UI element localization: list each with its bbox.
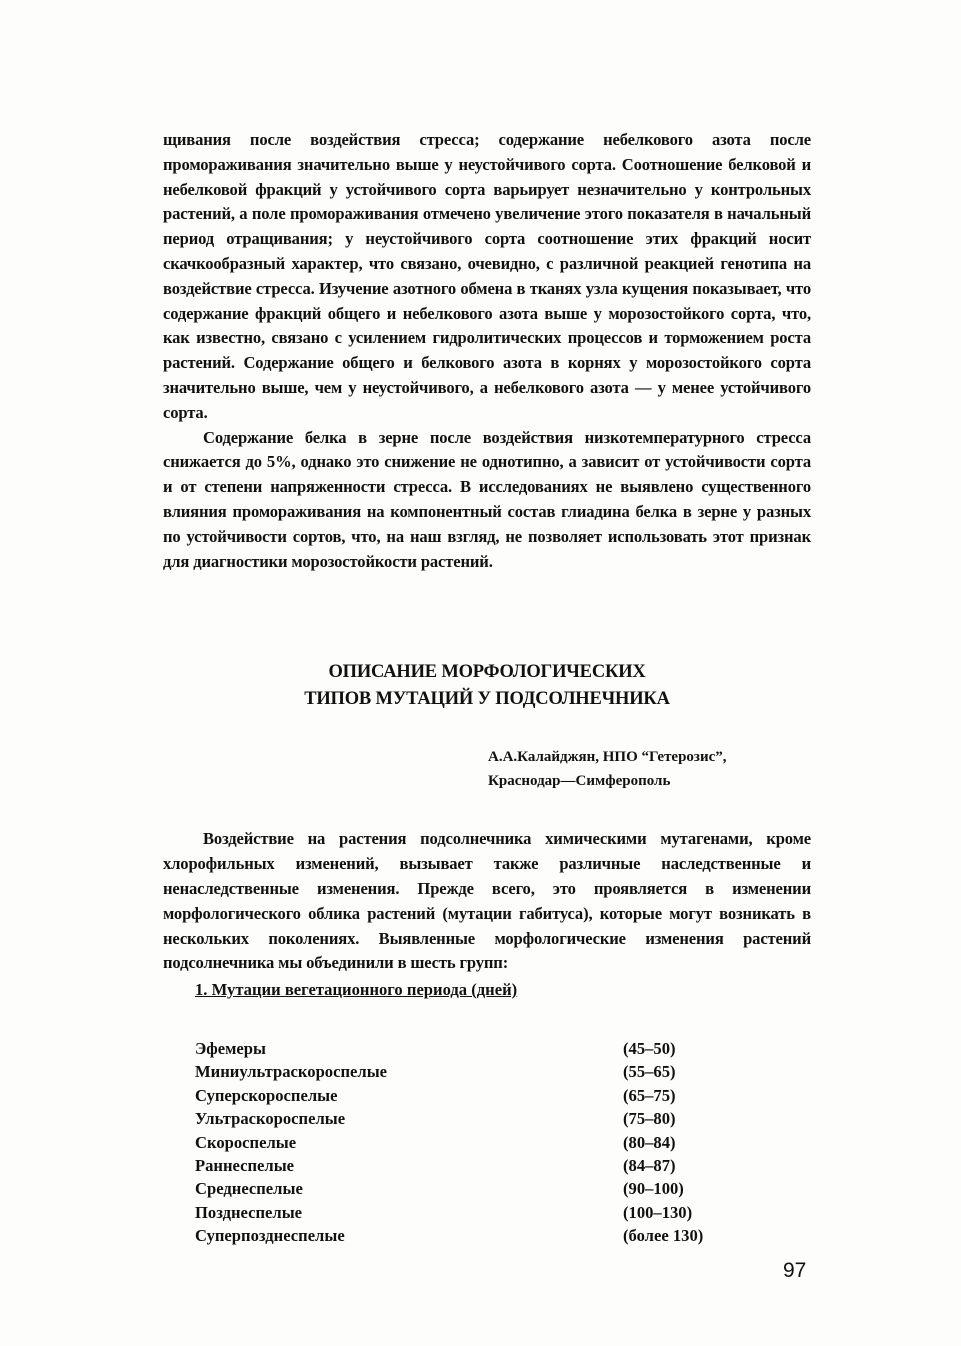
group1-heading: 1. Мутации вегетационного периода (дней) (195, 980, 518, 1000)
type-row (195, 1154, 755, 1177)
type-name: Суперскороспелые (195, 1085, 338, 1105)
type-name: Скороспелые (195, 1132, 297, 1152)
vegetation-types-list (195, 1037, 755, 1248)
type-name: Суперпозднеспелые (195, 1226, 345, 1246)
type-range: (80–84) (623, 1132, 676, 1152)
type-range: (45–50) (623, 1038, 676, 1058)
article-intro: Воздействие на растения подсолнечника химическими мутагенами, кроме хлорофильных изменений, вызывает также различные наследственные и ненаследственные изменения. Прежде всего, это проявляется в изменении морфологического облика растений (мутации габитуса), которые могут возникать в нескольких поколениях. Выявленные морфологические изменения растений подсолнечника мы объединили в шесть групп: (163, 829, 811, 973)
page-content (163, 128, 811, 1248)
type-row (195, 1107, 755, 1130)
article-title (163, 659, 811, 713)
type-name: Среднеспелые (195, 1179, 303, 1199)
type-row (195, 1177, 755, 1200)
type-range: (75–80) (623, 1109, 676, 1129)
type-name: Эфемеры (195, 1038, 266, 1058)
type-name: Миниультраскороспелые (195, 1062, 388, 1082)
type-row (195, 1224, 755, 1247)
type-row (195, 1201, 755, 1224)
type-range: (84–87) (623, 1155, 676, 1175)
author-location: Краснодар—Симферополь (488, 773, 671, 790)
author-name: А.А.Калайджян, НПО “Гетерозис”, (488, 749, 727, 766)
type-name: Позднеспелые (195, 1202, 303, 1222)
paragraph-continued: щивания после воздействия стресса; содержание небелкового азота после проморaживания значительно выше у неустойчивого сорта. Соотношение белковой и небелковой фракций у устойчивого сорта варьирует незначительно у контрольных растений, а поле проморaживания отмечено увеличение этого показателя в начальный период отращивания; у неустойчивого сорта соотношение этих фракций носит скачкообразный характер, что связано, очевидно, с различной реакцией генотипа на воздействие стресса. Изучение азотного обмена в тканях узла кущения показывает, что содержание фракций общего и небелкового азота выше у морозостойкого сорта, что, как известно, связано с усилением гидролитических процессов и торможением роста растений. Содержание общего и белкового азота в корнях у морозостойкого сорта значительно выше, чем у неустойчивого, а небелкового азота — у менее устойчивого сорта. (163, 130, 811, 422)
type-range: (100–130) (623, 1202, 693, 1222)
author-block (488, 745, 811, 793)
type-row (195, 1084, 755, 1107)
page-number: 97 (783, 1259, 807, 1282)
type-name: Ультраскороспелые (195, 1109, 346, 1129)
article-title-line2: ТИПОВ МУТАЦИЙ У ПОДСОЛНЕЧНИКА (304, 689, 670, 710)
type-name: Раннеспелые (195, 1155, 295, 1175)
type-range: (более 130) (623, 1226, 704, 1246)
type-range: (55–65) (623, 1062, 676, 1082)
type-row (195, 1037, 755, 1060)
type-range: (90–100) (623, 1179, 684, 1199)
type-row (195, 1060, 755, 1083)
paragraph-protein: Содержание белка в зерне после воздействия низкотемпературного стресса снижается до 5%, однако это снижение не однотипно, а зависит от устойчивости сорта и от степени напряженности стресса. В исследованиях не выявлено существенного влияния проморaживания на компонентный состав глиадина белка в зерне у разных по устойчивости сортов, что, на наш взгляд, не позволяет использовать этот признак для диагностики морозостойкости растений. (163, 427, 811, 571)
article-title-line1: ОПИСАНИЕ МОРФОЛОГИЧЕСКИХ (328, 662, 646, 683)
type-row (195, 1131, 755, 1154)
type-range: (65–75) (623, 1085, 676, 1105)
